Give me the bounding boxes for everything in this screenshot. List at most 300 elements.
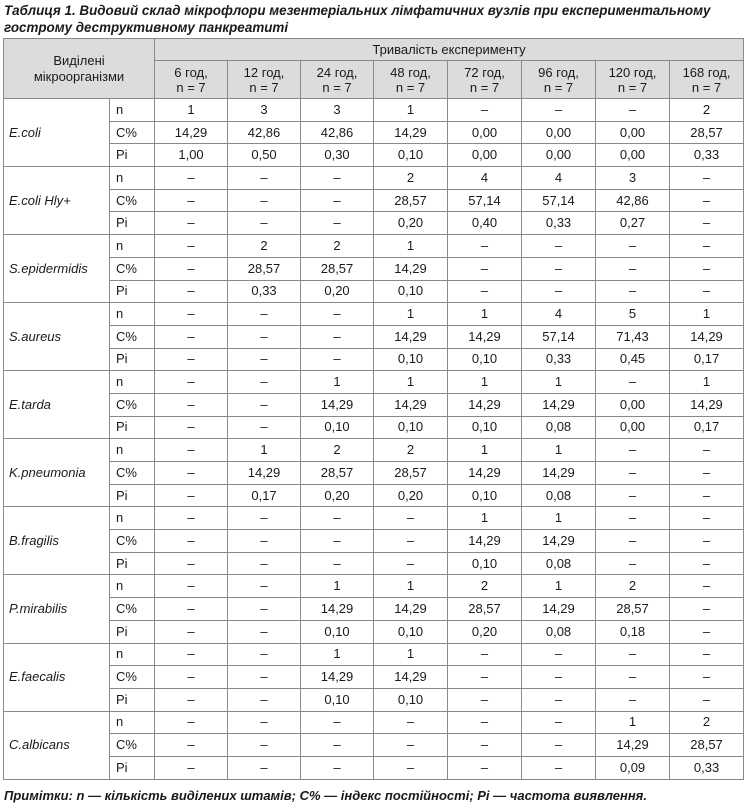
column-header-time: 12 год, bbox=[243, 64, 285, 80]
value-cell: 3 bbox=[596, 167, 670, 190]
duration-header: Тривалість експерименту bbox=[155, 39, 744, 61]
value-cell: 0,10 bbox=[374, 144, 448, 167]
value-cell: 2 bbox=[301, 235, 374, 258]
table-row bbox=[4, 121, 744, 144]
column-header bbox=[374, 61, 448, 99]
value-cell: – bbox=[596, 99, 670, 122]
value-cell: 1 bbox=[374, 235, 448, 258]
value-cell: – bbox=[301, 348, 374, 371]
value-cell: 1 bbox=[522, 575, 596, 598]
column-header bbox=[596, 61, 670, 99]
value-cell: 0,10 bbox=[448, 348, 522, 371]
value-cell: – bbox=[670, 598, 744, 621]
value-cell: 3 bbox=[228, 99, 301, 122]
table-row bbox=[4, 303, 744, 326]
value-cell: – bbox=[155, 212, 228, 235]
metric-label: n bbox=[110, 643, 155, 666]
value-cell: 14,29 bbox=[522, 462, 596, 485]
table-row bbox=[4, 575, 744, 598]
value-cell: 1 bbox=[522, 371, 596, 394]
value-cell: – bbox=[155, 303, 228, 326]
metric-label: n bbox=[110, 439, 155, 462]
value-cell: – bbox=[374, 552, 448, 575]
value-cell: 14,29 bbox=[374, 325, 448, 348]
value-cell: – bbox=[596, 688, 670, 711]
value-cell: – bbox=[301, 734, 374, 757]
metric-label: C% bbox=[110, 734, 155, 757]
value-cell: 57,14 bbox=[522, 189, 596, 212]
value-cell: 1 bbox=[301, 371, 374, 394]
value-cell: 28,57 bbox=[301, 257, 374, 280]
value-cell: 14,29 bbox=[374, 121, 448, 144]
value-cell: – bbox=[228, 189, 301, 212]
value-cell: 0,00 bbox=[596, 416, 670, 439]
value-cell: 0,10 bbox=[374, 348, 448, 371]
value-cell: 0,17 bbox=[670, 416, 744, 439]
organism-name: E.tarda bbox=[4, 371, 110, 439]
value-cell: 28,57 bbox=[374, 189, 448, 212]
value-cell: 0,00 bbox=[448, 144, 522, 167]
metric-label: n bbox=[110, 167, 155, 190]
column-header-time: 120 год, bbox=[608, 64, 657, 80]
column-header bbox=[301, 61, 374, 99]
value-cell: 0,20 bbox=[448, 620, 522, 643]
value-cell: – bbox=[596, 530, 670, 553]
value-cell: 14,29 bbox=[522, 393, 596, 416]
value-cell: 0,45 bbox=[596, 348, 670, 371]
value-cell: – bbox=[155, 598, 228, 621]
value-cell: – bbox=[670, 280, 744, 303]
metric-label: C% bbox=[110, 189, 155, 212]
value-cell: – bbox=[155, 666, 228, 689]
value-cell: – bbox=[448, 711, 522, 734]
value-cell: – bbox=[448, 688, 522, 711]
value-cell: 14,29 bbox=[374, 598, 448, 621]
value-cell: – bbox=[301, 189, 374, 212]
value-cell: – bbox=[522, 99, 596, 122]
value-cell: 0,10 bbox=[374, 280, 448, 303]
table-row bbox=[4, 552, 744, 575]
table-row bbox=[4, 530, 744, 553]
organism-name: E.coli bbox=[4, 99, 110, 167]
value-cell: – bbox=[155, 643, 228, 666]
value-cell: 0,20 bbox=[374, 484, 448, 507]
value-cell: – bbox=[301, 167, 374, 190]
value-cell: – bbox=[155, 348, 228, 371]
value-cell: 28,57 bbox=[301, 462, 374, 485]
value-cell: 3 bbox=[301, 99, 374, 122]
value-cell: – bbox=[228, 756, 301, 779]
value-cell: 5 bbox=[596, 303, 670, 326]
organism-name: E.faecalis bbox=[4, 643, 110, 711]
metric-label: C% bbox=[110, 598, 155, 621]
value-cell: 1 bbox=[374, 371, 448, 394]
value-cell: – bbox=[374, 507, 448, 530]
value-cell: 0,00 bbox=[448, 121, 522, 144]
metric-label: Pi bbox=[110, 552, 155, 575]
value-cell: – bbox=[228, 348, 301, 371]
metric-label: C% bbox=[110, 257, 155, 280]
value-cell: – bbox=[155, 688, 228, 711]
value-cell: 0,10 bbox=[448, 416, 522, 439]
metric-label: C% bbox=[110, 530, 155, 553]
value-cell: 14,29 bbox=[301, 666, 374, 689]
value-cell: 14,29 bbox=[596, 734, 670, 757]
value-cell: 14,29 bbox=[155, 121, 228, 144]
value-cell: – bbox=[596, 484, 670, 507]
value-cell: – bbox=[155, 416, 228, 439]
value-cell: 0,33 bbox=[522, 212, 596, 235]
value-cell: – bbox=[155, 439, 228, 462]
value-cell: 28,57 bbox=[228, 257, 301, 280]
value-cell: – bbox=[670, 530, 744, 553]
value-cell: – bbox=[228, 371, 301, 394]
value-cell: 0,10 bbox=[301, 688, 374, 711]
value-cell: – bbox=[155, 734, 228, 757]
value-cell: – bbox=[522, 756, 596, 779]
value-cell: 0,27 bbox=[596, 212, 670, 235]
value-cell: – bbox=[670, 235, 744, 258]
value-cell: 14,29 bbox=[522, 530, 596, 553]
value-cell: – bbox=[228, 552, 301, 575]
table-row bbox=[4, 280, 744, 303]
column-header-count: n = 7 bbox=[543, 79, 574, 95]
column-header-count: n = 7 bbox=[322, 79, 352, 95]
value-cell: – bbox=[670, 484, 744, 507]
value-cell: – bbox=[301, 711, 374, 734]
metric-label: C% bbox=[110, 393, 155, 416]
value-cell: 0,18 bbox=[596, 620, 670, 643]
column-header-count: n = 7 bbox=[249, 79, 279, 95]
value-cell: 4 bbox=[522, 303, 596, 326]
value-cell: – bbox=[374, 711, 448, 734]
value-cell: – bbox=[448, 99, 522, 122]
value-cell: – bbox=[670, 620, 744, 643]
value-cell: 28,57 bbox=[670, 121, 744, 144]
value-cell: – bbox=[301, 212, 374, 235]
value-cell: – bbox=[596, 371, 670, 394]
value-cell: 2 bbox=[596, 575, 670, 598]
value-cell: – bbox=[228, 416, 301, 439]
value-cell: – bbox=[228, 507, 301, 530]
metric-label: Pi bbox=[110, 756, 155, 779]
value-cell: 28,57 bbox=[374, 462, 448, 485]
column-header-time: 48 год, bbox=[390, 64, 431, 80]
column-header-count: n = 7 bbox=[469, 79, 500, 95]
table-row bbox=[4, 167, 744, 190]
value-cell: – bbox=[228, 393, 301, 416]
column-header bbox=[448, 61, 522, 99]
value-cell: – bbox=[522, 688, 596, 711]
value-cell: – bbox=[522, 280, 596, 303]
value-cell: – bbox=[522, 666, 596, 689]
value-cell: 0,00 bbox=[522, 121, 596, 144]
table-row bbox=[4, 598, 744, 621]
column-header-count: n = 7 bbox=[395, 79, 426, 95]
value-cell: 0,08 bbox=[522, 416, 596, 439]
column-header bbox=[670, 61, 744, 99]
value-cell: – bbox=[301, 756, 374, 779]
value-cell: 42,86 bbox=[228, 121, 301, 144]
value-cell: – bbox=[670, 439, 744, 462]
table-row bbox=[4, 620, 744, 643]
value-cell: – bbox=[448, 257, 522, 280]
metric-label: Pi bbox=[110, 620, 155, 643]
value-cell: – bbox=[670, 666, 744, 689]
value-cell: 57,14 bbox=[448, 189, 522, 212]
value-cell: – bbox=[670, 257, 744, 280]
value-cell: – bbox=[596, 235, 670, 258]
value-cell: 1 bbox=[301, 575, 374, 598]
value-cell: – bbox=[155, 575, 228, 598]
value-cell: – bbox=[155, 189, 228, 212]
value-cell: 1 bbox=[522, 507, 596, 530]
metric-label: n bbox=[110, 575, 155, 598]
value-cell: – bbox=[155, 462, 228, 485]
value-cell: – bbox=[670, 643, 744, 666]
value-cell: 0,17 bbox=[228, 484, 301, 507]
table-row bbox=[4, 416, 744, 439]
value-cell: – bbox=[522, 734, 596, 757]
table-row bbox=[4, 666, 744, 689]
value-cell: 0,08 bbox=[522, 620, 596, 643]
column-header-count: n = 7 bbox=[617, 79, 648, 95]
value-cell: – bbox=[228, 666, 301, 689]
value-cell: 14,29 bbox=[374, 257, 448, 280]
value-cell: 0,20 bbox=[301, 484, 374, 507]
organism-name: C.albicans bbox=[4, 711, 110, 779]
value-cell: 1 bbox=[301, 643, 374, 666]
metric-label: n bbox=[110, 99, 155, 122]
column-header bbox=[228, 61, 301, 99]
column-header-time: 72 год, bbox=[464, 64, 505, 80]
value-cell: – bbox=[228, 325, 301, 348]
column-header bbox=[155, 61, 228, 99]
value-cell: 0,17 bbox=[670, 348, 744, 371]
value-cell: 2 bbox=[448, 575, 522, 598]
table-row bbox=[4, 688, 744, 711]
table-row bbox=[4, 189, 744, 212]
table-body bbox=[4, 99, 744, 780]
table-row bbox=[4, 99, 744, 122]
value-cell: – bbox=[155, 530, 228, 553]
value-cell: 0,10 bbox=[301, 620, 374, 643]
value-cell: 0,10 bbox=[448, 552, 522, 575]
value-cell: 4 bbox=[522, 167, 596, 190]
value-cell: – bbox=[228, 688, 301, 711]
table-notes: Примітки: n — кількість виділених штамів; C% — індекс постійності; Pi — частота виявлення. bbox=[4, 788, 647, 803]
table-row bbox=[4, 734, 744, 757]
metric-label: C% bbox=[110, 666, 155, 689]
value-cell: – bbox=[596, 643, 670, 666]
metric-label: C% bbox=[110, 121, 155, 144]
value-cell: 0,10 bbox=[448, 484, 522, 507]
table-header bbox=[4, 39, 744, 99]
column-header bbox=[522, 61, 596, 99]
value-cell: 1 bbox=[522, 439, 596, 462]
value-cell: 0,00 bbox=[596, 121, 670, 144]
table-row bbox=[4, 711, 744, 734]
value-cell: – bbox=[228, 575, 301, 598]
value-cell: 0,10 bbox=[374, 416, 448, 439]
value-cell: 1 bbox=[374, 575, 448, 598]
table-row bbox=[4, 643, 744, 666]
table-caption: Таблиця 1. Видовий склад мікрофлори мезентеріальних лімфатичних вузлів при експериментальному гострому деструктивному панкреатиті bbox=[4, 3, 711, 35]
table-row bbox=[4, 507, 744, 530]
value-cell: 1 bbox=[228, 439, 301, 462]
value-cell: – bbox=[228, 598, 301, 621]
value-cell: – bbox=[670, 507, 744, 530]
table-row bbox=[4, 325, 744, 348]
value-cell: – bbox=[670, 189, 744, 212]
value-cell: – bbox=[448, 235, 522, 258]
value-cell: – bbox=[670, 212, 744, 235]
metric-label: Pi bbox=[110, 484, 155, 507]
metric-label: C% bbox=[110, 462, 155, 485]
value-cell: 1 bbox=[448, 507, 522, 530]
value-cell: 1 bbox=[670, 371, 744, 394]
metric-label: n bbox=[110, 711, 155, 734]
value-cell: 14,29 bbox=[670, 393, 744, 416]
organism-name: E.coli Hly+ bbox=[4, 167, 110, 235]
column-header-time: 6 год, bbox=[174, 64, 208, 80]
value-cell: – bbox=[670, 575, 744, 598]
value-cell: – bbox=[596, 257, 670, 280]
value-cell: – bbox=[374, 530, 448, 553]
value-cell: – bbox=[155, 484, 228, 507]
value-cell: – bbox=[155, 371, 228, 394]
value-cell: 1 bbox=[374, 99, 448, 122]
organism-name: S.epidermidis bbox=[4, 235, 110, 303]
value-cell: 1 bbox=[596, 711, 670, 734]
value-cell: 2 bbox=[670, 711, 744, 734]
value-cell: – bbox=[155, 257, 228, 280]
metric-label: Pi bbox=[110, 348, 155, 371]
value-cell: – bbox=[155, 235, 228, 258]
value-cell: – bbox=[670, 462, 744, 485]
value-cell: – bbox=[374, 734, 448, 757]
value-cell: – bbox=[670, 167, 744, 190]
table-row bbox=[4, 393, 744, 416]
metric-label: n bbox=[110, 235, 155, 258]
metric-label: C% bbox=[110, 325, 155, 348]
value-cell: 14,29 bbox=[374, 393, 448, 416]
value-cell: 1 bbox=[155, 99, 228, 122]
value-cell: – bbox=[522, 711, 596, 734]
value-cell: 2 bbox=[228, 235, 301, 258]
value-cell: 57,14 bbox=[522, 325, 596, 348]
metric-label: n bbox=[110, 371, 155, 394]
value-cell: 2 bbox=[374, 167, 448, 190]
value-cell: – bbox=[596, 666, 670, 689]
value-cell: 0,08 bbox=[522, 552, 596, 575]
metric-label: Pi bbox=[110, 144, 155, 167]
value-cell: 0,40 bbox=[448, 212, 522, 235]
value-cell: 0,50 bbox=[228, 144, 301, 167]
column-header-count: n = 7 bbox=[176, 79, 206, 95]
value-cell: – bbox=[155, 756, 228, 779]
value-cell: 0,20 bbox=[301, 280, 374, 303]
value-cell: 1 bbox=[374, 643, 448, 666]
value-cell: – bbox=[155, 167, 228, 190]
value-cell: – bbox=[596, 507, 670, 530]
value-cell: 1 bbox=[448, 303, 522, 326]
organism-name: P.mirabilis bbox=[4, 575, 110, 643]
value-cell: – bbox=[596, 552, 670, 575]
value-cell: – bbox=[448, 666, 522, 689]
value-cell: 14,29 bbox=[448, 530, 522, 553]
value-cell: 1 bbox=[374, 303, 448, 326]
value-cell: 71,43 bbox=[596, 325, 670, 348]
value-cell: 14,29 bbox=[448, 462, 522, 485]
value-cell: – bbox=[670, 552, 744, 575]
value-cell: – bbox=[155, 325, 228, 348]
table-row bbox=[4, 484, 744, 507]
metric-label: n bbox=[110, 303, 155, 326]
column-header-count: n = 7 bbox=[691, 79, 722, 95]
organism-name: K.pneumonia bbox=[4, 439, 110, 507]
value-cell: – bbox=[448, 734, 522, 757]
table-row bbox=[4, 348, 744, 371]
table-row bbox=[4, 756, 744, 779]
value-cell: 0,00 bbox=[596, 144, 670, 167]
value-cell: 0,33 bbox=[670, 144, 744, 167]
value-cell: – bbox=[301, 303, 374, 326]
value-cell: – bbox=[301, 507, 374, 530]
value-cell: – bbox=[522, 643, 596, 666]
table-row bbox=[4, 212, 744, 235]
value-cell: 28,57 bbox=[448, 598, 522, 621]
value-cell: 0,09 bbox=[596, 756, 670, 779]
value-cell: 1 bbox=[448, 439, 522, 462]
value-cell: 0,20 bbox=[374, 212, 448, 235]
value-cell: – bbox=[448, 756, 522, 779]
value-cell: – bbox=[301, 325, 374, 348]
value-cell: – bbox=[228, 303, 301, 326]
organisms-header bbox=[4, 39, 155, 99]
value-cell: 0,08 bbox=[522, 484, 596, 507]
value-cell: – bbox=[448, 643, 522, 666]
value-cell: 14,29 bbox=[301, 598, 374, 621]
value-cell: 1 bbox=[448, 371, 522, 394]
value-cell: 0,00 bbox=[522, 144, 596, 167]
value-cell: – bbox=[155, 393, 228, 416]
value-cell: – bbox=[228, 212, 301, 235]
value-cell: – bbox=[522, 235, 596, 258]
value-cell: 28,57 bbox=[670, 734, 744, 757]
value-cell: 0,33 bbox=[228, 280, 301, 303]
metric-label: Pi bbox=[110, 416, 155, 439]
value-cell: 14,29 bbox=[522, 598, 596, 621]
value-cell: – bbox=[448, 280, 522, 303]
metric-label: Pi bbox=[110, 212, 155, 235]
table-row bbox=[4, 439, 744, 462]
value-cell: 0,33 bbox=[670, 756, 744, 779]
value-cell: – bbox=[374, 756, 448, 779]
table-row bbox=[4, 371, 744, 394]
metric-label: Pi bbox=[110, 688, 155, 711]
value-cell: 28,57 bbox=[596, 598, 670, 621]
value-cell: 0,00 bbox=[596, 393, 670, 416]
metric-label: Pi bbox=[110, 280, 155, 303]
value-cell: 42,86 bbox=[596, 189, 670, 212]
value-cell: – bbox=[228, 643, 301, 666]
value-cell: – bbox=[670, 688, 744, 711]
metric-label: n bbox=[110, 507, 155, 530]
value-cell: 0,10 bbox=[374, 620, 448, 643]
value-cell: – bbox=[155, 620, 228, 643]
value-cell: 0,33 bbox=[522, 348, 596, 371]
